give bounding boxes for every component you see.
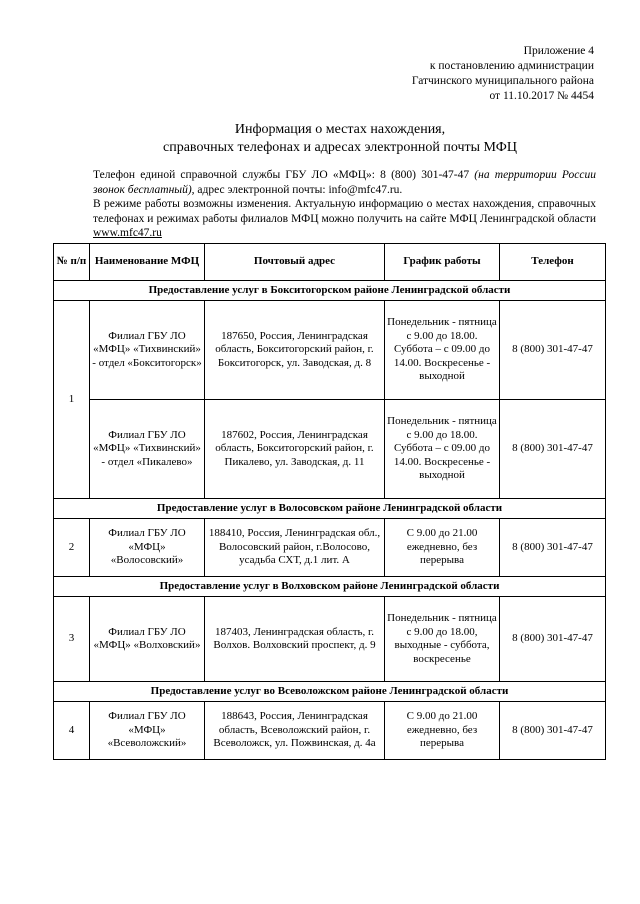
cell-name: Филиал ГБУ ЛО «МФЦ» «Тихвинский» - отдел «Бокситогорск»	[90, 301, 205, 400]
intro-text-a: Телефон единой справочной службы ГБУ ЛО «МФЦ»: 8 (800) 301-47-47	[93, 169, 475, 181]
table-row	[54, 702, 606, 760]
header-num: № п/п	[54, 244, 90, 281]
cell-schedule: Понедельник - пятница с 9.00 до 18.00. Суббота – с 09.00 до 14.00. Воскресенье - выходной	[385, 400, 500, 499]
appendix-line: Приложение 4	[523, 45, 594, 57]
mfc-table	[53, 243, 606, 760]
section-row	[54, 281, 606, 301]
cell-num: 3	[54, 597, 90, 682]
appendix-line: от 11.10.2017 № 4454	[489, 90, 594, 102]
section-title: Предоставление услуг во Всеволожском районе Ленинградской области	[54, 682, 606, 702]
intro-text	[93, 168, 596, 241]
section-row	[54, 682, 606, 702]
cell-schedule: Понедельник - пятница с 9.00 до 18.00. Суббота – с 09.00 до 14.00. Воскресенье - выходной	[385, 301, 500, 400]
section-title: Предоставление услуг в Волховском районе Ленинградской области	[54, 577, 606, 597]
table-header-row	[54, 244, 606, 281]
cell-num: 1	[54, 301, 90, 499]
cell-name: Филиал ГБУ ЛО «МФЦ» «Тихвинский» - отдел «Пикалево»	[90, 400, 205, 499]
header-name: Наименование МФЦ	[90, 244, 205, 281]
cell-schedule: С 9.00 до 21.00 ежедневно, без перерыва	[385, 519, 500, 577]
section-row	[54, 499, 606, 519]
document-title	[120, 121, 560, 157]
section-title: Предоставление услуг в Волосовском районе Ленинградской области	[54, 499, 606, 519]
table-row	[54, 301, 606, 400]
mfc-website-link[interactable]: www.mfc47.ru	[93, 227, 162, 239]
cell-phone: 8 (800) 301-47-47	[500, 702, 606, 760]
cell-address: 187602, Россия, Ленинградская область, Бокситогорский район, г. Пикалево, ул. Заводская, д. 11	[205, 400, 385, 499]
intro-paragraph-2	[93, 197, 596, 241]
cell-phone: 8 (800) 301-47-47	[500, 301, 606, 400]
title-line: справочных телефонах и адресах электронной почты МФЦ	[163, 140, 517, 155]
header-address: Почтовый адрес	[205, 244, 385, 281]
table-row	[54, 597, 606, 682]
header-schedule: График работы	[385, 244, 500, 281]
cell-name: Филиал ГБУ ЛО «МФЦ» «Волховский»	[90, 597, 205, 682]
appendix-header	[412, 44, 594, 104]
section-row	[54, 577, 606, 597]
cell-address: 188410, Россия, Ленинградская обл., Волосовский район, г.Волосово, усадьба СХТ, д.1 лит. А	[205, 519, 385, 577]
intro-text-c: В режиме работы возможны изменения. Актуальную информацию о местах нахождения, справочных телефонах и режимах работы филиалов МФЦ можно получить на сайте МФЦ Ленинградской области	[93, 198, 596, 225]
table-row	[54, 400, 606, 499]
cell-name: Филиал ГБУ ЛО «МФЦ» «Всеволожский»	[90, 702, 205, 760]
cell-address: 187403, Ленинградская область, г. Волхов. Волховский проспект, д. 9	[205, 597, 385, 682]
cell-phone: 8 (800) 301-47-47	[500, 519, 606, 577]
section-title: Предоставление услуг в Бокситогорском районе Ленинградской области	[54, 281, 606, 301]
table-row	[54, 519, 606, 577]
cell-address: 188643, Россия, Ленинградская область, Всеволожский район, г. Всеволожск, ул. Пожвинская, д. 4а	[205, 702, 385, 760]
title-line: Информация о местах нахождения,	[234, 122, 446, 137]
cell-address: 187650, Россия, Ленинградская область, Бокситогорский район, г. Бокситогорск, ул. Заводская, д. 8	[205, 301, 385, 400]
cell-num: 2	[54, 519, 90, 577]
cell-phone: 8 (800) 301-47-47	[500, 400, 606, 499]
cell-schedule: С 9.00 до 21.00 ежедневно, без перерыва	[385, 702, 500, 760]
header-phone: Телефон	[500, 244, 606, 281]
appendix-line: к постановлению администрации	[429, 60, 594, 72]
intro-text-b: адрес электронной почты: info@mfc47.ru.	[194, 183, 403, 196]
appendix-line: Гатчинского муниципального района	[411, 75, 594, 87]
cell-name: Филиал ГБУ ЛО «МФЦ» «Волосовский»	[90, 519, 205, 577]
cell-num: 4	[54, 702, 90, 760]
cell-phone: 8 (800) 301-47-47	[500, 597, 606, 682]
cell-schedule: Понедельник - пятница с 9.00 до 18.00, выходные - суббота, воскресенье	[385, 597, 500, 682]
intro-paragraph-1	[93, 168, 596, 197]
intro-text-italic: (на территории России звонок бесплатный),	[93, 169, 596, 196]
